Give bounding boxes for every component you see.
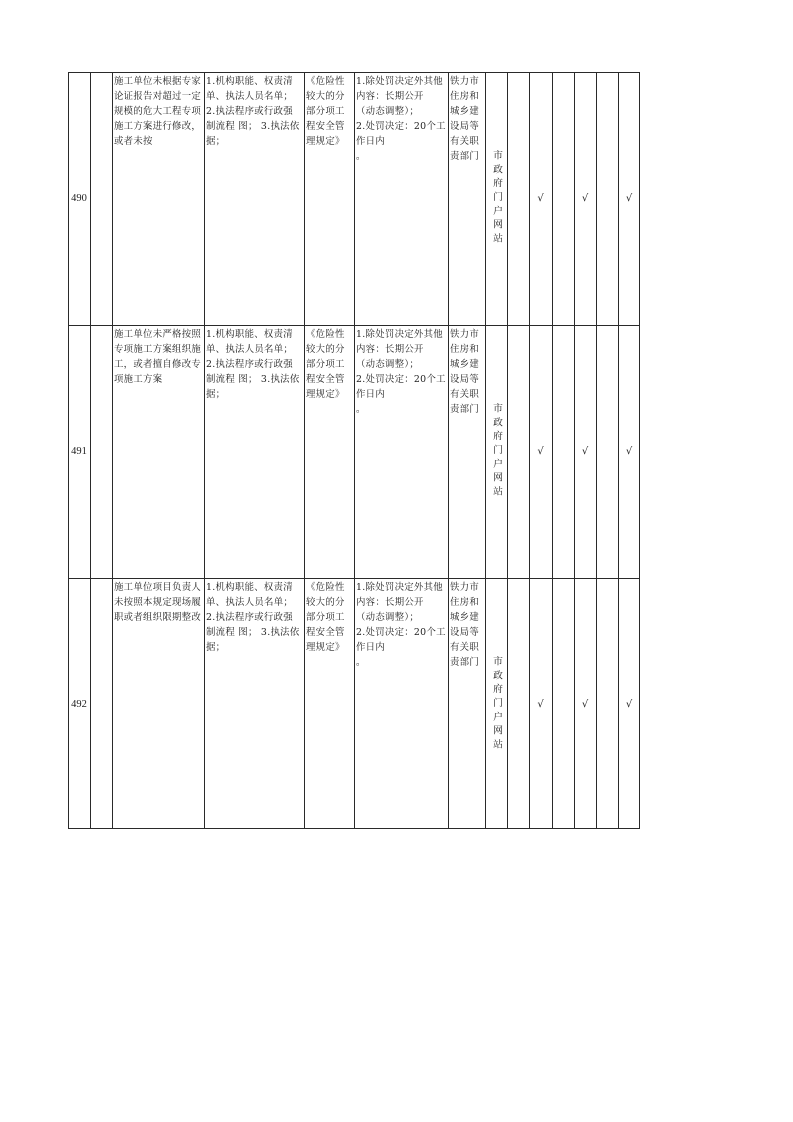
grid-line <box>596 72 597 829</box>
grid-line <box>68 72 69 829</box>
grid-line <box>485 72 486 829</box>
disclosure-subject: 铁力市住房和城乡建设局等有关职责部门 <box>450 76 480 162</box>
disclosure-content: 1.机构职能、权责清单、执法人员名单； 2.执法程序或行政强制流程 图； 3.执法依 据； <box>206 329 300 400</box>
disclosure-subject: 铁力市住房和城乡建设局等有关职责部门 <box>450 582 480 668</box>
row-number: 490 <box>71 193 87 204</box>
grid-line <box>68 325 640 326</box>
row-number: 492 <box>71 699 87 710</box>
grid-line <box>507 72 508 829</box>
grid-line <box>68 828 640 829</box>
disclosure-timing: 1.除处罚决定外其他内容：长期公开 （动态调整）； 2.处罚决定：20个工作日内 。 <box>356 582 446 668</box>
disclosure-timing: 1.除处罚决定外其他内容：长期公开 （动态调整）； 2.处罚决定：20个工作日内 。 <box>356 76 446 162</box>
check-mark: √ <box>625 193 633 204</box>
grid-line <box>618 72 619 829</box>
check-mark <box>552 325 574 578</box>
disclosure-channel: 市政府门户网站 <box>491 403 502 500</box>
disclosure-basis: 《危险性较大的分部分项工程安全管理规定》 <box>306 582 345 653</box>
grid-line <box>574 72 575 829</box>
grid-line <box>112 72 113 829</box>
check-mark: √ <box>537 699 544 710</box>
grid-line <box>204 72 205 829</box>
check-mark <box>507 578 529 831</box>
grid-line <box>68 72 640 73</box>
disclosure-matter: 施工单位未根据专家论证报告对超过一定规模的危大工程专项施工方案进行修改， 或者未按 <box>114 76 202 147</box>
disclosure-channel: 市政府门户网站 <box>491 150 502 247</box>
disclosure-matter: 施工单位未严格按照专项施工方案组织施工，或者擅自修改专项施工方案 <box>114 329 202 385</box>
disclosure-content: 1.机构职能、权责清单、执法人员名单； 2.执法程序或行政强制流程 图； 3.执法依 据； <box>206 582 300 653</box>
check-mark <box>552 578 574 831</box>
disclosure-basis: 《危险性较大的分部分项工程安全管理规定》 <box>306 76 345 147</box>
grid-line <box>68 578 640 579</box>
check-mark: √ <box>625 699 633 710</box>
check-mark <box>552 72 574 325</box>
disclosure-subject: 铁力市住房和城乡建设局等有关职责部门 <box>450 329 480 415</box>
disclosure-timing: 1.除处罚决定外其他内容：长期公开 （动态调整）； 2.处罚决定：20个工作日内 。 <box>356 329 446 415</box>
grid-line <box>552 72 553 829</box>
grid-line <box>304 72 305 829</box>
check-mark: √ <box>581 699 589 710</box>
disclosure-table <box>68 72 640 829</box>
check-mark: √ <box>537 446 544 457</box>
disclosure-matter: 施工单位项目负责人未按照本规定现场履职或者组织限期整改 <box>114 582 202 623</box>
grid-line <box>448 72 449 829</box>
check-mark <box>507 72 529 325</box>
grid-line <box>639 72 640 829</box>
check-mark: √ <box>581 446 589 457</box>
grid-line <box>354 72 355 829</box>
check-mark <box>596 325 618 578</box>
disclosure-channel: 市政府门户网站 <box>491 656 502 753</box>
check-mark: √ <box>581 193 589 204</box>
grid-line <box>529 72 530 829</box>
check-mark: √ <box>537 193 544 204</box>
grid-line <box>90 72 91 829</box>
disclosure-basis: 《危险性较大的分部分项工程安全管理规定》 <box>306 329 345 400</box>
check-mark: √ <box>625 446 633 457</box>
check-mark <box>507 325 529 578</box>
check-mark <box>596 578 618 831</box>
disclosure-content: 1.机构职能、权责清单、执法人员名单； 2.执法程序或行政强制流程 图； 3.执法依 据； <box>206 76 300 147</box>
check-mark <box>596 72 618 325</box>
row-number: 491 <box>71 446 87 457</box>
